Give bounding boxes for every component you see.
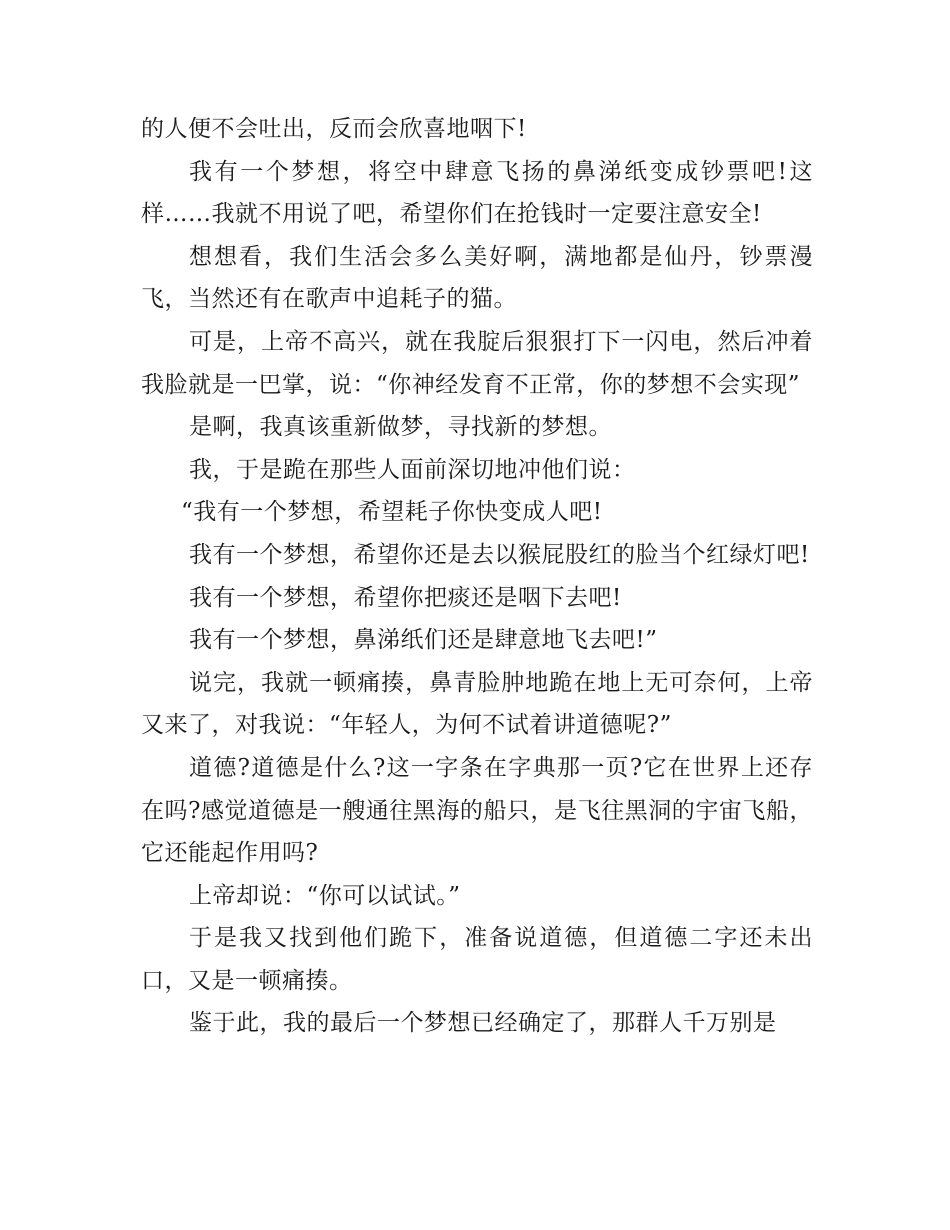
paragraph-11: 说完，我就一顿痛揍，鼻青脸肿地跪在地上无可奈何，上帝又来了，对我说：“年轻人，为何不试着讲道德呢?” xyxy=(141,669,813,739)
paragraph-13: 上帝却说：“你可以试试。” xyxy=(189,882,461,909)
paragraph-4: 可是，上帝不高兴，就在我腚后狠狠打下一闪电，然后冲着我脸就是一巴掌，说：“你神经发育不正常，你的梦想不会实现” xyxy=(141,328,813,398)
paragraph-9: 我有一个梦想，希望你把痰还是咽下去吧! xyxy=(189,584,622,611)
paragraph-3: 想想看，我们生活会多么美好啊，满地都是仙丹，钞票漫飞，当然还有在歌声中追耗子的猫。 xyxy=(141,243,813,313)
paragraph-12: 道德?道德是什么?这一字条在字典那一页?它在世界上还存在吗?感觉道德是一艘通往黑海的船只，是飞往黑洞的宇宙飞船，它还能起作用吗? xyxy=(141,754,813,867)
paragraph-6: 我，于是跪在那些人面前深切地冲他们说： xyxy=(189,456,636,483)
paragraph-1: 的人便不会吐出，反而会欣喜地咽下! xyxy=(141,116,527,142)
paragraph-2: 我有一个梦想，将空中肆意飞扬的鼻涕纸变成钞票吧!这样……我就不用说了吧，希望你们在抢钱时一定要注意安全! xyxy=(141,158,813,228)
paragraph-15: 鉴于此，我的最后一个梦想已经确定了，那群人千万别是 xyxy=(189,1010,777,1037)
paragraph-8: 我有一个梦想，希望你还是去以猴屁股红的脸当个红绿灯吧! xyxy=(189,541,810,568)
paragraph-5: 是啊，我真该重新做梦，寻找新的梦想。 xyxy=(189,414,612,441)
body-text xyxy=(141,108,813,1045)
paragraph-14: 于是我又找到他们跪下，准备说道德，但道德二字还未出口，又是一顿痛揍。 xyxy=(141,925,813,994)
paragraph-7: “我有一个梦想，希望耗子你快变成人吧! xyxy=(181,499,603,526)
paragraph-10: 我有一个梦想，鼻涕纸们还是肆意地飞去吧!” xyxy=(189,627,658,654)
